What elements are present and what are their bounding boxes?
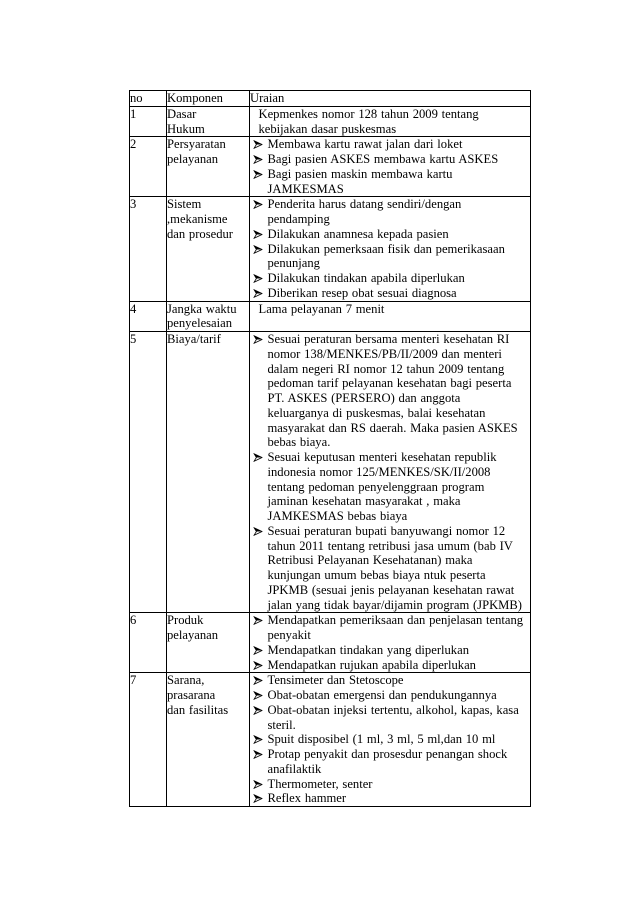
table-row [130, 197, 531, 301]
bullet-line: JAMKESMAS bebas biaya [267, 509, 408, 523]
komponen-line: Hukum [167, 121, 205, 136]
bullet-item [250, 450, 530, 524]
bullet-line: bebas biaya. [267, 435, 331, 450]
bullet-item [250, 673, 530, 688]
bullet-item [250, 271, 530, 286]
table-row [130, 137, 531, 197]
komponen-line: penyelesaian [167, 316, 233, 331]
bullet-line: keluarganya di puskesmas, balai kesehatan [267, 405, 486, 420]
table-row [130, 613, 531, 673]
bullet-item [250, 167, 530, 197]
bullet-line: Protap penyakit dan prosesdur penangan shock [267, 747, 508, 761]
arrowhead-bullet-icon [253, 616, 263, 625]
bullet-item [250, 197, 530, 227]
bullet-line: nomor 138/MENKES/PB/II/2009 dan menteri [267, 346, 502, 361]
uraian-cell [250, 197, 531, 301]
bullet-item [250, 777, 530, 792]
row-number: 3 [130, 197, 167, 301]
arrowhead-bullet-icon [253, 200, 263, 209]
arrowhead-bullet-icon [253, 155, 263, 164]
bullet-line: Dilakukan tindakan apabila diperlukan [267, 271, 465, 285]
bullet-item [250, 524, 530, 613]
komponen-line: Produk [167, 613, 204, 628]
arrowhead-bullet-icon [253, 735, 263, 744]
bullet-item [250, 332, 530, 450]
arrowhead-bullet-icon [253, 691, 263, 700]
bullet-item [250, 703, 530, 733]
header-uraian: Uraian [250, 91, 531, 107]
arrowhead-bullet-icon [253, 780, 263, 789]
komponen-line: Sistem [167, 197, 202, 212]
komponen-line: Jangka waktu [167, 301, 237, 316]
bullet-line: Obat-obatan injeksi tertentu, alkohol, kapas, kasa [267, 702, 519, 717]
bullet-item [250, 137, 530, 152]
arrowhead-bullet-icon [253, 230, 263, 239]
arrowhead-bullet-icon [253, 245, 263, 254]
bullet-item [250, 242, 530, 272]
komponen-cell [167, 137, 250, 197]
komponen-cell [167, 197, 250, 301]
bullet-item [250, 688, 530, 703]
table-row [130, 673, 531, 807]
arrowhead-bullet-icon [253, 794, 263, 803]
arrowhead-bullet-icon [253, 646, 263, 655]
bullet-line: Bagi pasien ASKES membawa kartu ASKES [267, 152, 499, 166]
bullet-item [250, 791, 530, 806]
service-standard-table [129, 90, 531, 807]
row-number: 4 [130, 301, 167, 332]
bullet-line: JPKMB (sesuai jenis pelayanan kesehatan rawat [267, 582, 515, 597]
arrowhead-bullet-icon [253, 527, 263, 536]
bullet-item [250, 732, 530, 747]
bullet-line: tahun 2011 tentang retribusi jasa umum (bab IV [267, 538, 513, 553]
komponen-line: Sarana, [167, 673, 205, 688]
bullet-line: Sesuai keputusan menteri kesehatan republik [267, 450, 497, 464]
komponen-line: pelayanan [167, 152, 219, 166]
uraian-cell [250, 301, 531, 332]
uraian-line: kebijakan dasar puskesmas [258, 121, 397, 136]
row-number: 7 [130, 673, 167, 807]
bullet-line: jaminan kesehatan masyarakat , maka [267, 494, 461, 509]
bullet-line: tentang pedoman penyelenggraan program [267, 479, 485, 494]
komponen-cell [167, 106, 250, 137]
bullet-line: pendamping [267, 212, 330, 226]
arrowhead-bullet-icon [253, 453, 263, 462]
bullet-line: Mendapatkan tindakan yang diperlukan [267, 642, 469, 657]
table-header-row [130, 91, 531, 107]
bullet-line: anafilaktik [267, 761, 322, 776]
header-no: no [130, 91, 167, 107]
arrowhead-bullet-icon [253, 676, 263, 685]
arrowhead-bullet-icon [253, 140, 263, 149]
bullet-line: Sesuai peraturan bupati banyuwangi nomor 12 [267, 523, 506, 538]
komponen-cell [167, 613, 250, 673]
bullet-line: indonesia nomor 125/MENKES/SK/II/2008 [267, 464, 491, 479]
uraian-line: Kepmenkes nomor 128 tahun 2009 tentang [258, 106, 479, 121]
bullet-line: Retribusi Pelayanan Kesehatanan) maka [267, 553, 473, 568]
bullet-line: penyakit [267, 628, 311, 642]
bullet-item [250, 613, 530, 643]
bullet-line: kunjungan umum bebas biaya ntuk peserta [267, 568, 486, 582]
bullet-line: Mendapatkan pemeriksaan dan penjelasan tentang [267, 613, 524, 628]
bullet-item [250, 152, 530, 167]
bullet-line: Mendapatkan rujukan apabila diperlukan [267, 657, 476, 672]
komponen-line: dan prosedur [167, 226, 233, 241]
table-row [130, 301, 531, 332]
komponen-line: Biaya/tarif [167, 332, 221, 346]
komponen-line: ,mekanisme [167, 212, 228, 226]
arrowhead-bullet-icon [253, 170, 263, 179]
bullet-item [250, 643, 530, 658]
komponen-line: dan fasilitas [167, 702, 229, 717]
uraian-line: Lama pelayanan 7 menit [258, 301, 385, 316]
uraian-cell [250, 613, 531, 673]
bullet-line: Thermometer, senter [267, 776, 373, 791]
arrowhead-bullet-icon [253, 289, 263, 298]
bullet-item [250, 658, 530, 673]
row-number: 5 [130, 332, 167, 613]
bullet-line: steril. [267, 717, 296, 732]
bullet-line: Bagi pasien maskin membawa kartu [267, 166, 453, 181]
komponen-cell [167, 673, 250, 807]
bullet-line: Penderita harus datang sendiri/dengan [267, 197, 462, 212]
bullet-line: penunjang [267, 256, 320, 271]
bullet-line: Membawa kartu rawat jalan dari loket [267, 137, 463, 152]
bullet-line: Dilakukan pemerksaan fisik dan pemerikasaan [267, 241, 505, 256]
bullet-line: PT. ASKES (PERSERO) dan anggota [267, 391, 461, 405]
bullet-line: Reflex hammer [267, 791, 347, 806]
bullet-line: dalam negeri RI nomor 12 tahun 2009 tentang [267, 361, 505, 376]
bullet-line: Diberikan resep obat sesuai diagnosa [267, 285, 457, 300]
row-number: 2 [130, 137, 167, 197]
uraian-cell [250, 106, 531, 137]
arrowhead-bullet-icon [253, 706, 263, 715]
uraian-cell [250, 332, 531, 613]
bullet-line: Spuit disposibel (1 ml, 3 ml, 5 ml,dan 10 ml [267, 732, 496, 747]
bullet-line: jalan yang tidak bayar/dijamin program (JPKMB) [267, 597, 522, 612]
arrowhead-bullet-icon [253, 274, 263, 283]
bullet-line: Dilakukan anamnesa kepada pasien [267, 226, 449, 241]
arrowhead-bullet-icon [253, 661, 263, 670]
komponen-cell [167, 301, 250, 332]
bullet-line: JAMKESMAS [267, 181, 344, 196]
komponen-line: prasarana [167, 688, 216, 702]
row-number: 6 [130, 613, 167, 673]
komponen-line: Persyaratan [167, 137, 226, 152]
bullet-item [250, 286, 530, 301]
arrowhead-bullet-icon [253, 750, 263, 759]
bullet-line: masyarakat dan RS daerah. Maka pasien ASKES [267, 420, 518, 435]
komponen-line: Dasar [167, 106, 197, 121]
table-row [130, 332, 531, 613]
uraian-cell [250, 673, 531, 807]
bullet-line: Tensimeter dan Stetoscope [267, 673, 404, 688]
bullet-line: Obat-obatan emergensi dan pendukungannya [267, 688, 497, 702]
header-komponen: Komponen [167, 91, 250, 107]
uraian-cell [250, 137, 531, 197]
bullet-item [250, 747, 530, 777]
bullet-line: Sesuai peraturan bersama menteri kesehatan RI [267, 332, 510, 346]
bullet-line: pedoman tarif pelayanan kesehatan bagi peserta [267, 376, 512, 391]
row-number: 1 [130, 106, 167, 137]
arrowhead-bullet-icon [253, 335, 263, 344]
bullet-item [250, 227, 530, 242]
table-row [130, 106, 531, 137]
komponen-cell [167, 332, 250, 613]
komponen-line: pelayanan [167, 628, 219, 642]
